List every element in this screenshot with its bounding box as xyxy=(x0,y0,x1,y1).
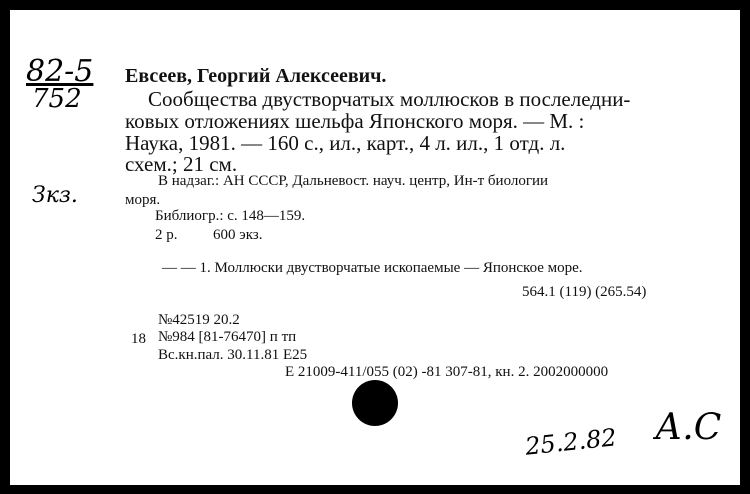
subject-heading: — — 1. Моллюски двустворчатые ископаемые — Японское море. xyxy=(162,260,583,276)
heading-note-line1: В надзаг.: АН СССР, Дальневост. науч. центр, Ин-т биологии xyxy=(158,173,549,189)
record-prefix: 18 xyxy=(131,331,146,347)
handwritten-initials: А.С xyxy=(655,407,722,448)
record-line-2: №984 [81-76470] п тп xyxy=(158,329,297,345)
handwritten-date: 25.2.82 xyxy=(523,423,618,461)
call-number-line1: 82-5 xyxy=(26,54,94,89)
title-line-1: Сообщества двустворчатых моллюсков в послеледни- xyxy=(148,87,631,111)
author-heading: Евсеев, Георгий Алексеевич. xyxy=(125,65,387,87)
classification-index: 564.1 (119) (265.54) xyxy=(522,284,647,300)
bibliography-note: Библиогр.: с. 148—159. xyxy=(155,208,306,224)
heading-note-line2: моря. xyxy=(125,192,161,208)
title-line-3: Наука, 1981. — 160 с., ил., карт., 4 л. ил., 1 отд. л. xyxy=(125,131,566,155)
title-line-4: схем.; 21 см. xyxy=(125,152,238,176)
copies: 600 экз. xyxy=(213,227,263,243)
price: 2 р. xyxy=(155,227,178,243)
catalog-card xyxy=(10,10,740,485)
record-line-4: Е 21009-411/055 (02) -81 307-81, кн. 2. 2002000000 xyxy=(285,364,609,380)
title-line-2: ковых отложениях шельфа Японского моря. — М. : xyxy=(125,109,585,133)
handwritten-mark: Зкз. xyxy=(32,183,78,208)
record-line-3: Вс.кн.пал. 30.11.81 Е25 xyxy=(158,347,308,363)
call-number-line2: 752 xyxy=(32,84,82,114)
punch-hole xyxy=(352,380,398,426)
record-line-1: №42519 20.2 xyxy=(158,312,240,328)
